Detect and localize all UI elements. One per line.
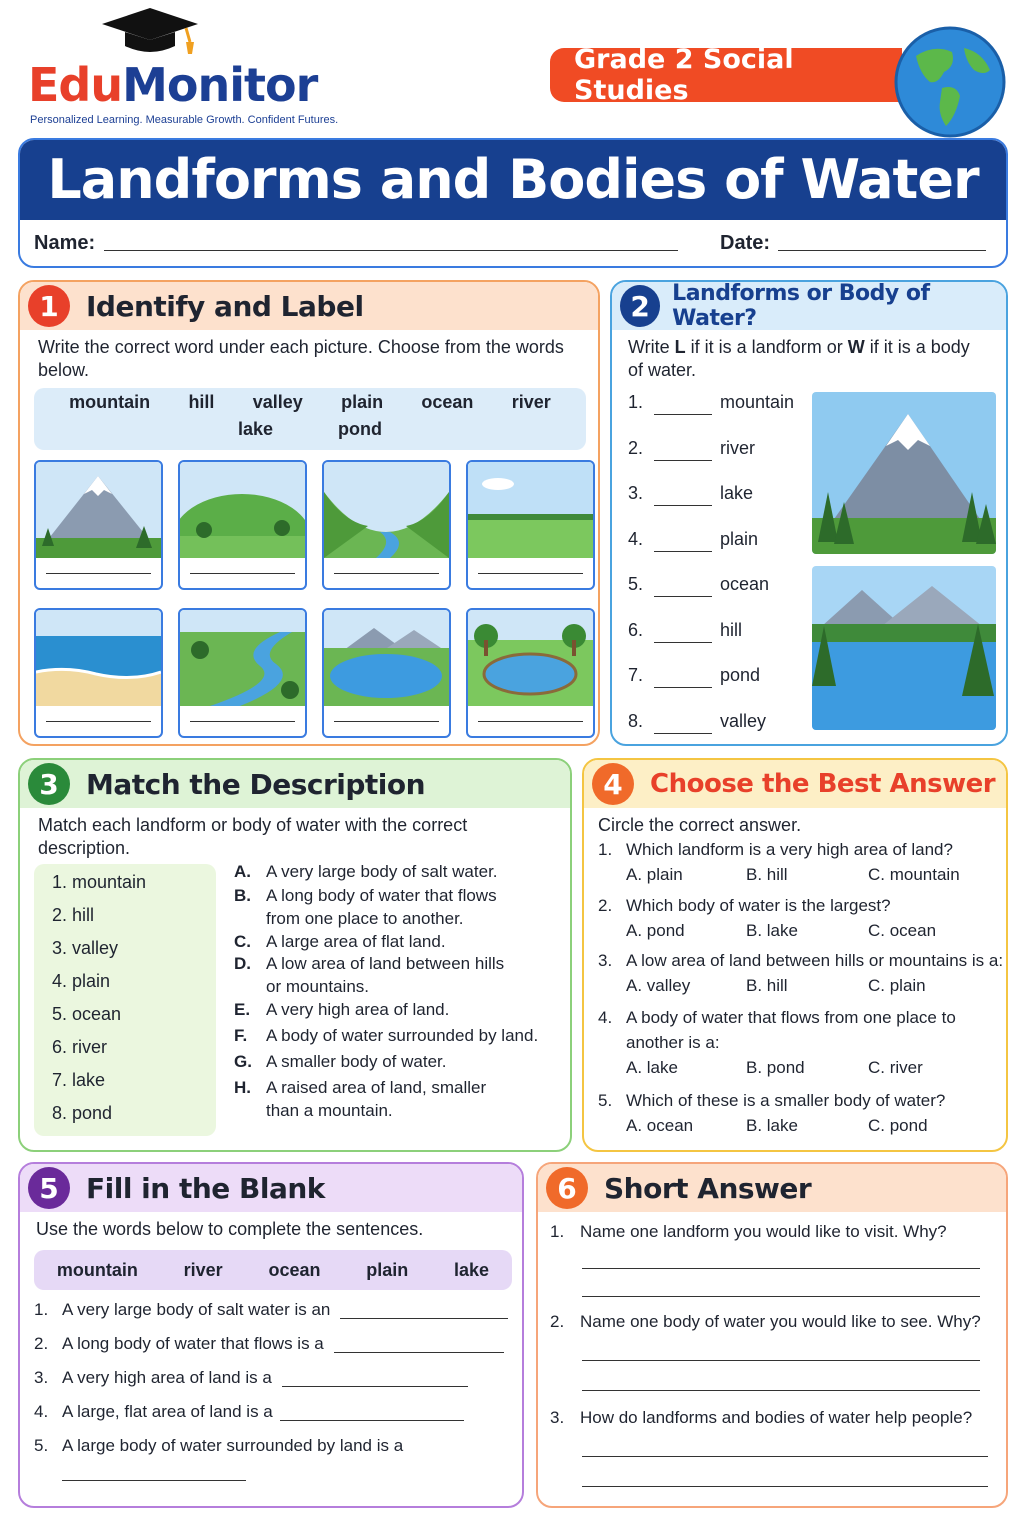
mc-option-b[interactable]: B. hill bbox=[746, 865, 788, 884]
section-instructions: Write the correct word under each picture. Choose from the words below. bbox=[38, 337, 564, 380]
section-title: Identify and Label bbox=[86, 289, 364, 323]
section-instructions: Use the words below to complete the sentences. bbox=[36, 1219, 424, 1239]
instr-L: L bbox=[674, 337, 686, 357]
mc-option-c[interactable]: C. ocean bbox=[868, 921, 937, 940]
lw-number: 1. bbox=[628, 392, 644, 412]
match-term: 2. hill bbox=[52, 905, 95, 925]
match-description: A raised area of land, smaller bbox=[266, 1078, 487, 1097]
question-number: 2. bbox=[550, 1312, 565, 1331]
title-card bbox=[18, 138, 1008, 268]
picture-card bbox=[322, 460, 451, 590]
mc-question: Which of these is a smaller body of water? bbox=[626, 1091, 946, 1110]
section-number: 2 bbox=[620, 285, 660, 327]
section-fill-blank bbox=[18, 1162, 524, 1508]
section-4-header bbox=[584, 760, 1006, 808]
match-description-cont: than a mountain. bbox=[266, 1101, 393, 1120]
instr-W: W bbox=[847, 337, 865, 357]
question-number: 1. bbox=[550, 1222, 565, 1241]
mc-number: 5. bbox=[598, 1091, 613, 1110]
question-text: Name one landform you would like to visit. Why? bbox=[580, 1222, 947, 1241]
word-bank-item: lake bbox=[454, 1259, 490, 1280]
plain-picture bbox=[468, 462, 593, 558]
section-title: Match the Description bbox=[86, 767, 426, 801]
match-description: A very high area of land. bbox=[266, 1000, 450, 1019]
section-instructions: Match each landform or body of water with the correct description. bbox=[38, 815, 468, 858]
section-1-header bbox=[20, 282, 598, 330]
question-text: Name one body of water you would like to see. Why? bbox=[580, 1312, 981, 1331]
section-instructions: Circle the correct answer. bbox=[598, 815, 802, 835]
section-instructions bbox=[612, 330, 1006, 382]
answer-line[interactable] bbox=[478, 573, 583, 574]
match-letter: A. bbox=[234, 862, 251, 881]
word-bank-item: river bbox=[511, 392, 551, 412]
mc-number: 2. bbox=[598, 896, 613, 915]
grade-badge: Grade 2 Social Studies bbox=[550, 48, 902, 102]
lw-number: 6. bbox=[628, 619, 644, 640]
match-term: 4. plain bbox=[52, 971, 111, 991]
answer-line[interactable] bbox=[334, 573, 439, 574]
section-identify-label bbox=[18, 280, 600, 746]
mc-option-c[interactable]: C. plain bbox=[868, 976, 926, 995]
sentence-number: 1. bbox=[34, 1300, 49, 1319]
answer-line[interactable] bbox=[582, 1296, 980, 1297]
blank-field[interactable] bbox=[282, 1386, 468, 1387]
mc-option-a[interactable]: A. valley bbox=[626, 976, 691, 995]
lw-answer-blank[interactable] bbox=[654, 642, 712, 643]
match-term: 7. lake bbox=[52, 1070, 106, 1090]
section-title: Short Answer bbox=[604, 1171, 812, 1205]
lw-number: 2. bbox=[628, 437, 644, 458]
picture-card bbox=[178, 608, 307, 738]
mc-number: 3. bbox=[598, 951, 613, 970]
word-bank-item: valley bbox=[252, 392, 303, 412]
word-bank bbox=[34, 388, 586, 450]
match-term: 8. pond bbox=[52, 1103, 113, 1123]
mc-option-a[interactable]: A. ocean bbox=[626, 1116, 694, 1135]
mc-question: Which landform is a very high area of land? bbox=[626, 840, 953, 859]
sentence-number: 5. bbox=[34, 1436, 49, 1455]
lw-word: mountain bbox=[720, 392, 795, 412]
tagline: Personalized Learning. Measurable Growth. Confident Futures. bbox=[30, 114, 339, 126]
word-bank-item: mountain bbox=[69, 392, 151, 412]
lw-word: lake bbox=[720, 483, 754, 503]
mc-option-a[interactable]: A. pond bbox=[626, 921, 685, 940]
match-left-column bbox=[34, 864, 216, 1136]
sentence-text: A large body of water surrounded by land is a bbox=[62, 1436, 404, 1455]
name-field[interactable] bbox=[104, 250, 678, 251]
blank-field[interactable] bbox=[280, 1420, 464, 1421]
word-bank-item: mountain bbox=[56, 1259, 138, 1280]
lw-word: hill bbox=[720, 619, 743, 640]
instr-text: if it is a body of water. bbox=[628, 337, 970, 380]
match-letter: D. bbox=[234, 954, 251, 973]
word-bank-item: pond bbox=[338, 419, 383, 439]
river-picture bbox=[180, 610, 305, 706]
lw-answer-blank[interactable] bbox=[654, 596, 712, 597]
sentence-text: A very large body of salt water is an bbox=[62, 1300, 331, 1319]
sentence-number: 4. bbox=[34, 1402, 49, 1421]
section-match-description bbox=[18, 758, 572, 1152]
mc-option-b[interactable]: B. hill bbox=[746, 976, 788, 995]
logo-edu: Edu bbox=[28, 58, 123, 112]
mountain-picture bbox=[36, 462, 161, 558]
section-title: Fill in the Blank bbox=[86, 1171, 325, 1205]
picture-card bbox=[34, 608, 163, 738]
match-letter: F. bbox=[234, 1026, 248, 1045]
lw-answer-blank[interactable] bbox=[654, 414, 712, 415]
mc-option-a[interactable]: A. plain bbox=[626, 865, 683, 884]
answer-line[interactable] bbox=[582, 1390, 980, 1391]
sentence-text: A large, flat area of land is a bbox=[62, 1402, 273, 1421]
answer-line[interactable] bbox=[334, 721, 439, 722]
logo-wordmark bbox=[28, 58, 317, 112]
match-description: A long body of water that flows bbox=[266, 886, 497, 905]
section-short-answer bbox=[536, 1162, 1008, 1508]
match-letter: H. bbox=[234, 1078, 251, 1097]
match-term: 5. ocean bbox=[52, 1004, 122, 1024]
mc-question: A low area of land between hills or mountains is a: bbox=[626, 951, 1004, 970]
lw-answer-blank[interactable] bbox=[654, 687, 712, 688]
globe-icon bbox=[894, 26, 1006, 138]
date-field[interactable] bbox=[778, 250, 986, 251]
word-bank-item: lake bbox=[237, 419, 274, 439]
ocean-picture bbox=[36, 610, 161, 706]
lake-picture bbox=[324, 610, 449, 706]
sentence-number: 2. bbox=[34, 1334, 49, 1353]
mc-number: 4. bbox=[598, 1008, 613, 1027]
lw-word: pond bbox=[720, 665, 761, 685]
date-label: Date: bbox=[720, 232, 771, 254]
pond-picture bbox=[468, 610, 593, 706]
section-6-header bbox=[538, 1164, 1006, 1212]
mc-question: A body of water that flows from one place to bbox=[626, 1008, 956, 1027]
match-description: A large area of flat land. bbox=[266, 932, 446, 951]
mc-option-b[interactable]: B. lake bbox=[746, 921, 798, 940]
lw-word: plain bbox=[720, 528, 759, 549]
lake-photo bbox=[812, 566, 996, 730]
lw-answer-blank[interactable] bbox=[654, 460, 712, 461]
match-description: A body of water surrounded by land. bbox=[266, 1026, 539, 1045]
blank-field[interactable] bbox=[340, 1318, 508, 1319]
instr-text: Write bbox=[628, 337, 675, 357]
mc-option-c[interactable]: C. river bbox=[868, 1058, 923, 1077]
match-letter: E. bbox=[234, 1000, 251, 1019]
section-3-header bbox=[20, 760, 570, 808]
mc-option-b[interactable]: B. lake bbox=[746, 1116, 798, 1135]
mc-number: 1. bbox=[598, 840, 613, 859]
sentence-number: 3. bbox=[34, 1368, 49, 1387]
section-number: 4 bbox=[592, 763, 634, 805]
match-letter: G. bbox=[234, 1052, 252, 1071]
lw-answer-blank[interactable] bbox=[654, 505, 712, 506]
sentence-text: A long body of water that flows is a bbox=[62, 1334, 324, 1353]
word-bank-item: plain bbox=[341, 392, 384, 412]
mc-question: Which body of water is the largest? bbox=[626, 896, 891, 915]
match-description-cont: from one place to another. bbox=[266, 909, 464, 928]
lw-word: ocean bbox=[720, 574, 770, 594]
picture-card bbox=[466, 460, 595, 590]
lw-number: 8. bbox=[628, 710, 644, 731]
word-bank-item: hill bbox=[188, 392, 215, 412]
mc-option-a[interactable]: A. lake bbox=[626, 1058, 678, 1077]
answer-line[interactable] bbox=[190, 721, 295, 722]
word-bank-item: river bbox=[183, 1259, 223, 1280]
word-bank-item: plain bbox=[366, 1259, 409, 1280]
match-description: A low area of land between hills bbox=[266, 954, 505, 973]
worksheet-title: Landforms and Bodies of Water bbox=[20, 140, 1006, 220]
section-5-header bbox=[20, 1164, 522, 1212]
lw-number: 7. bbox=[628, 665, 644, 685]
valley-picture bbox=[324, 462, 449, 558]
mountain-photo bbox=[812, 392, 996, 554]
section-landform-or-water bbox=[610, 280, 1008, 746]
picture-card bbox=[466, 608, 595, 738]
match-term: 1. mountain bbox=[52, 872, 147, 892]
section-title: Landforms or Body of Water? bbox=[672, 281, 930, 331]
lw-number: 3. bbox=[628, 483, 644, 503]
mc-option-c[interactable]: C. pond bbox=[868, 1116, 928, 1135]
name-label: Name: bbox=[34, 232, 96, 254]
match-description-cont: or mountains. bbox=[266, 977, 369, 996]
word-bank-item: ocean bbox=[421, 392, 474, 412]
picture-card bbox=[322, 608, 451, 738]
mc-option-c[interactable]: C. mountain bbox=[868, 865, 960, 884]
answer-line[interactable] bbox=[46, 721, 151, 722]
section-number: 5 bbox=[28, 1167, 70, 1209]
lw-word: valley bbox=[720, 710, 767, 731]
blank-field[interactable] bbox=[62, 1480, 246, 1481]
section-number: 3 bbox=[28, 763, 70, 805]
match-description: A very large body of salt water. bbox=[266, 862, 498, 881]
answer-line[interactable] bbox=[190, 573, 295, 574]
answer-line[interactable] bbox=[478, 721, 583, 722]
logo-monitor: Monitor bbox=[122, 58, 318, 112]
answer-line[interactable] bbox=[582, 1360, 980, 1361]
question-text: How do landforms and bodies of water help people? bbox=[580, 1408, 973, 1427]
section-2-header bbox=[612, 282, 1006, 330]
answer-line[interactable] bbox=[46, 573, 151, 574]
lw-answer-blank[interactable] bbox=[654, 551, 712, 552]
match-letter: C. bbox=[234, 932, 251, 951]
match-term: 6. river bbox=[52, 1037, 108, 1057]
match-term: 3. valley bbox=[52, 938, 119, 958]
lw-word: river bbox=[720, 437, 755, 458]
section-number: 1 bbox=[28, 285, 70, 327]
word-bank bbox=[34, 1250, 512, 1290]
answer-line[interactable] bbox=[582, 1456, 988, 1457]
section-title: Choose the Best Answer bbox=[650, 769, 996, 799]
sentence-text: A very high area of land is a bbox=[62, 1368, 272, 1387]
hill-picture bbox=[180, 462, 305, 558]
question-number: 3. bbox=[550, 1408, 565, 1427]
mc-question-cont: another is a: bbox=[626, 1033, 720, 1052]
graduation-cap-icon bbox=[100, 6, 200, 56]
word-bank-row-2 bbox=[50, 419, 570, 446]
answer-line[interactable] bbox=[582, 1486, 988, 1487]
picture-card bbox=[34, 460, 163, 590]
match-letter: B. bbox=[234, 886, 251, 905]
lw-number: 4. bbox=[628, 528, 644, 549]
mc-option-b[interactable]: B. pond bbox=[746, 1058, 805, 1077]
picture-card bbox=[178, 460, 307, 590]
lw-answer-blank[interactable] bbox=[654, 733, 712, 734]
blank-field[interactable] bbox=[334, 1352, 504, 1353]
section-best-answer bbox=[582, 758, 1008, 1152]
word-bank-item: ocean bbox=[268, 1259, 321, 1280]
instr-text: if it is a landform or bbox=[685, 337, 848, 357]
match-description: A smaller body of water. bbox=[266, 1052, 447, 1071]
lw-number: 5. bbox=[628, 574, 644, 594]
answer-line[interactable] bbox=[582, 1268, 980, 1269]
section-number: 6 bbox=[546, 1167, 588, 1209]
